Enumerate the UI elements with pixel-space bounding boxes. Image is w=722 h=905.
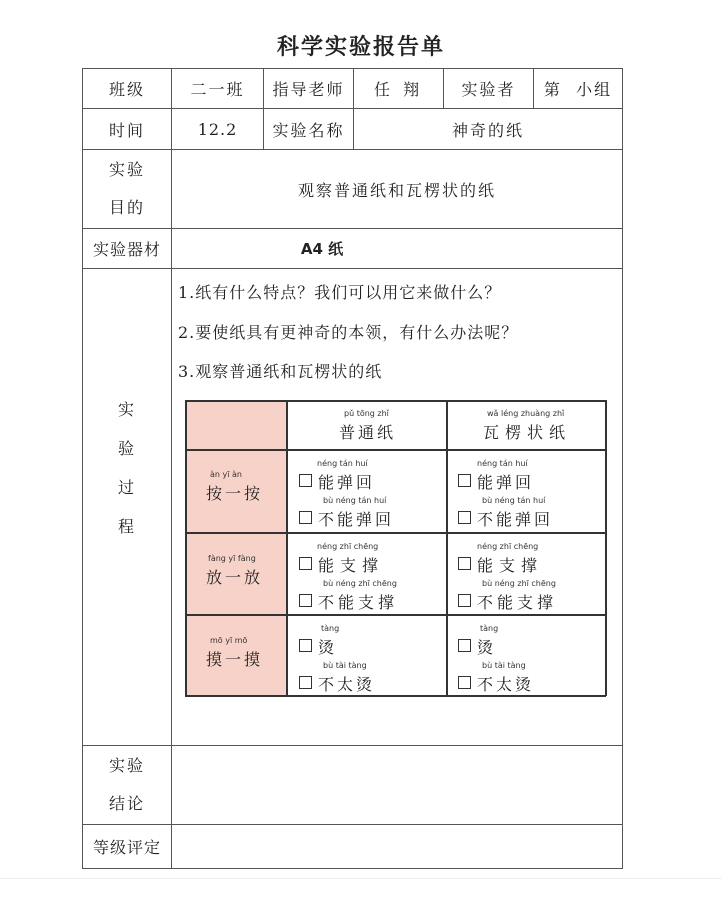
conclusion-label-line2: 结论 bbox=[108, 794, 145, 813]
corrugated-touch-options bbox=[447, 615, 605, 695]
option-pinyin: bù néng zhī chēng bbox=[482, 579, 556, 588]
grade-value[interactable] bbox=[172, 825, 622, 868]
header-corrugated-paper-pinyin: wǎ léng zhuàng zhǐ bbox=[487, 409, 565, 418]
checkbox[interactable] bbox=[458, 594, 471, 607]
experiment-name-label: 实验名称 bbox=[272, 120, 345, 140]
action-place-text: 放一放 bbox=[206, 568, 264, 587]
option-text: 不能弹回 bbox=[318, 510, 395, 529]
checkbox[interactable] bbox=[299, 639, 312, 652]
action-place-pinyin: fàng yī fàng bbox=[208, 554, 256, 563]
option-pinyin: néng zhī chēng bbox=[317, 542, 379, 551]
action-touch bbox=[185, 615, 286, 695]
checkbox[interactable] bbox=[458, 557, 471, 570]
purpose-value: 观察普通纸和瓦楞状的纸 bbox=[297, 180, 496, 200]
process-label bbox=[83, 390, 171, 550]
header-plain-paper bbox=[287, 400, 446, 449]
page-title: 科学实验报告单 bbox=[276, 35, 445, 60]
option-pinyin: tàng bbox=[321, 624, 340, 633]
time-label: 时间 bbox=[108, 120, 145, 140]
checkbox[interactable] bbox=[299, 594, 312, 607]
option-text: 能支撑 bbox=[477, 556, 544, 575]
observation-table bbox=[185, 400, 606, 696]
option-pinyin: néng tán huí bbox=[477, 459, 528, 468]
header-corrugated-paper bbox=[447, 400, 605, 449]
grade-label: 等级评定 bbox=[92, 838, 161, 857]
action-touch-text: 摸一摸 bbox=[206, 650, 264, 669]
teacher-value: 任 翔 bbox=[374, 80, 424, 99]
purpose-label bbox=[83, 150, 171, 228]
option-text: 能弹回 bbox=[318, 473, 376, 492]
option-pinyin: bù tài tàng bbox=[323, 661, 367, 670]
equipment-value: A4 纸 bbox=[300, 240, 344, 258]
conclusion-label bbox=[83, 746, 171, 824]
header-corrugated-paper-text: 瓦楞状纸 bbox=[483, 423, 572, 442]
action-touch-pinyin: mō yī mō bbox=[210, 636, 248, 645]
checkbox[interactable] bbox=[458, 474, 471, 487]
purpose-label-line1: 实验 bbox=[108, 160, 145, 179]
question-2: 2.要使纸具有更神奇的本领，有什么办法呢？ bbox=[178, 323, 519, 342]
option-text: 烫 bbox=[318, 638, 338, 657]
option-pinyin: tàng bbox=[480, 624, 499, 633]
process-label-char: 验 bbox=[117, 439, 136, 458]
plain-press-options bbox=[287, 450, 446, 532]
checkbox[interactable] bbox=[458, 511, 471, 524]
option-pinyin: bù néng tán huí bbox=[323, 496, 387, 505]
plain-place-options bbox=[287, 533, 446, 614]
conclusion-value[interactable] bbox=[172, 746, 622, 824]
action-press bbox=[185, 450, 286, 532]
page-bottom-divider bbox=[0, 878, 722, 879]
checkbox[interactable] bbox=[299, 474, 312, 487]
conclusion-label-line1: 实验 bbox=[108, 756, 145, 775]
option-pinyin: néng zhī chēng bbox=[477, 542, 539, 551]
process-label-char: 实 bbox=[117, 400, 136, 419]
action-place bbox=[185, 533, 286, 614]
plain-touch-options bbox=[287, 615, 446, 695]
option-text: 能支撑 bbox=[318, 556, 385, 575]
option-text: 不能弹回 bbox=[477, 510, 554, 529]
class-label: 班级 bbox=[108, 80, 145, 99]
header-plain-paper-pinyin: pǔ tōng zhǐ bbox=[344, 409, 389, 418]
option-pinyin: bù tài tàng bbox=[482, 661, 526, 670]
option-text: 烫 bbox=[477, 638, 497, 657]
option-pinyin: bù néng tán huí bbox=[482, 496, 546, 505]
option-text: 不能支撑 bbox=[477, 593, 558, 612]
checkbox[interactable] bbox=[299, 511, 312, 524]
time-value: 12.2 bbox=[197, 119, 238, 139]
group-value: 第 小组 bbox=[543, 80, 613, 99]
option-pinyin: néng tán huí bbox=[317, 459, 368, 468]
checkbox[interactable] bbox=[299, 676, 312, 689]
purpose-label-line2: 目的 bbox=[108, 198, 145, 217]
header-plain-paper-text: 普通纸 bbox=[339, 423, 397, 442]
corrugated-place-options bbox=[447, 533, 605, 614]
option-text: 不太烫 bbox=[318, 675, 376, 694]
equipment-label: 实验器材 bbox=[92, 240, 161, 259]
option-text: 能弹回 bbox=[477, 473, 535, 492]
option-pinyin: bù néng zhī chēng bbox=[323, 579, 397, 588]
checkbox[interactable] bbox=[458, 676, 471, 689]
checkbox[interactable] bbox=[299, 557, 312, 570]
class-value: 二一班 bbox=[190, 80, 245, 99]
checkbox[interactable] bbox=[458, 639, 471, 652]
teacher-label: 指导老师 bbox=[272, 80, 345, 99]
question-1: 1.纸有什么特点？我们可以用它来做什么？ bbox=[178, 283, 502, 302]
corrugated-press-options bbox=[447, 450, 605, 532]
action-press-text: 按一按 bbox=[206, 484, 264, 503]
action-press-pinyin: àn yī àn bbox=[210, 470, 242, 479]
experiment-name-value: 神奇的纸 bbox=[451, 120, 524, 140]
process-label-char: 过 bbox=[117, 478, 136, 497]
option-text: 不太烫 bbox=[477, 675, 535, 694]
option-text: 不能支撑 bbox=[318, 593, 399, 612]
question-3: 3.观察普通纸和瓦楞状的纸 bbox=[178, 362, 383, 381]
process-label-char: 程 bbox=[117, 517, 136, 536]
experimenter-label: 实验者 bbox=[461, 80, 516, 99]
